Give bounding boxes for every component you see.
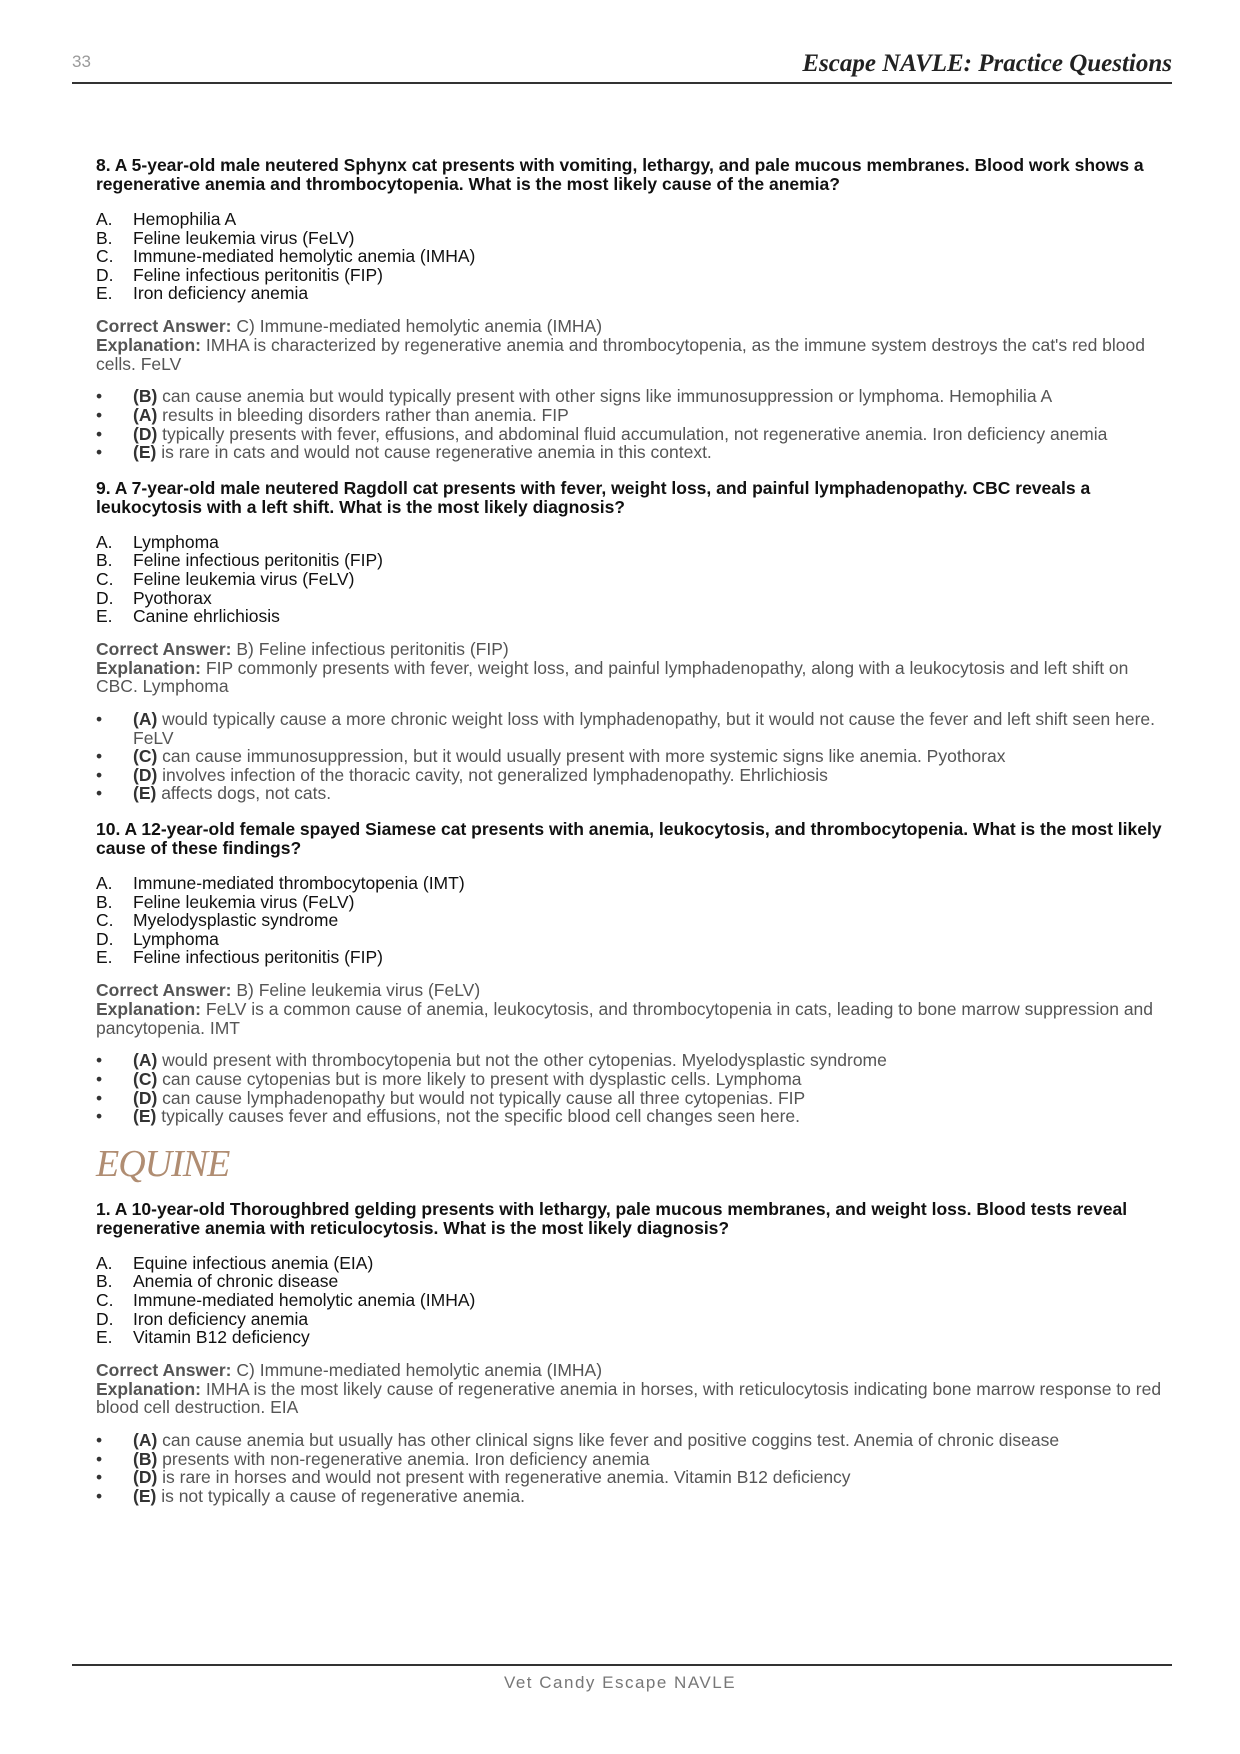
correct-answer-text: B) Feline infectious peritonitis (FIP) bbox=[236, 638, 509, 659]
rationale-item bbox=[96, 1468, 1164, 1487]
rationale-item bbox=[96, 784, 1164, 803]
option-item bbox=[96, 1291, 1164, 1310]
running-title: Escape NAVLE: Practice Questions bbox=[802, 50, 1172, 77]
explanation-text: IMHA is characterized by regenerative anemia and thrombocytopenia, as the immune system destroys the cat's red blood cells. FeLV bbox=[96, 334, 1145, 374]
option-letter: C. bbox=[96, 910, 114, 931]
option-item bbox=[96, 551, 1164, 570]
rationale-list bbox=[96, 387, 1164, 461]
rationale-item bbox=[96, 443, 1164, 462]
rationale-item bbox=[96, 1107, 1164, 1126]
option-item bbox=[96, 1328, 1164, 1347]
rationale-item bbox=[96, 766, 1164, 785]
option-item bbox=[96, 911, 1164, 930]
question-text: 10. A 12-year-old female spayed Siamese cat presents with anemia, leukocytosis, and thrombocytopenia. What is the most likely cause of these findings? bbox=[96, 819, 1162, 859]
option-text: Lymphoma bbox=[133, 928, 219, 949]
correct-answer bbox=[96, 1361, 1164, 1380]
explanation-text: FIP commonly presents with fever, weight loss, and painful lymphadenopathy, along with a leukocytosis and left shift on CBC. Lymphoma bbox=[96, 657, 1129, 697]
option-item bbox=[96, 589, 1164, 608]
option-item bbox=[96, 266, 1164, 285]
answer-block bbox=[96, 317, 1164, 373]
options-list bbox=[96, 1254, 1164, 1347]
rationale-ref: (E) bbox=[133, 783, 157, 804]
option-item bbox=[96, 229, 1164, 248]
correct-answer-label: Correct Answer: bbox=[96, 638, 232, 659]
option-text: Feline leukemia virus (FeLV) bbox=[133, 227, 355, 248]
correct-answer-label: Correct Answer: bbox=[96, 980, 232, 1001]
correct-answer-text: C) Immune-mediated hemolytic anemia (IMHA) bbox=[236, 1359, 603, 1380]
rationale-item bbox=[96, 1487, 1164, 1506]
correct-answer-text: B) Feline leukemia virus (FeLV) bbox=[236, 980, 481, 1001]
rationale-ref: (A) bbox=[133, 709, 158, 730]
option-letter: C. bbox=[96, 246, 114, 267]
correct-answer-text: C) Immune-mediated hemolytic anemia (IMHA) bbox=[236, 315, 603, 336]
option-item bbox=[96, 1254, 1164, 1273]
question-block bbox=[96, 479, 1164, 803]
rationale-text: presents with non-regenerative anemia. Iron deficiency anemia bbox=[162, 1448, 650, 1469]
explanation-label: Explanation: bbox=[96, 657, 202, 678]
explanation bbox=[96, 1380, 1164, 1418]
rationale-text: can cause immunosuppression, but it would usually present with more systemic signs like anemia. Pyothorax bbox=[162, 746, 1006, 767]
rationale-text: results in bleeding disorders rather than anemia. FIP bbox=[162, 404, 569, 425]
rationale-text: would present with thrombocytopenia but not the other cytopenias. Myelodysplastic syndrome bbox=[162, 1050, 887, 1071]
option-item bbox=[96, 1272, 1164, 1291]
option-letter: D. bbox=[96, 1308, 114, 1329]
option-letter: B. bbox=[96, 550, 113, 571]
page-number: 33 bbox=[72, 52, 91, 71]
correct-answer-label: Correct Answer: bbox=[96, 315, 232, 336]
rationale-list bbox=[96, 1051, 1164, 1125]
explanation-text: FeLV is a common cause of anemia, leukocytosis, and thrombocytopenia in cats, leading to bone marrow suppression and pancytopenia. IMT bbox=[96, 998, 1154, 1038]
rationale-item bbox=[96, 406, 1164, 425]
option-item bbox=[96, 533, 1164, 552]
option-text: Canine ehrlichiosis bbox=[133, 606, 280, 627]
rationale-text: is rare in cats and would not cause regenerative anemia in this context. bbox=[161, 442, 712, 463]
rationale-item bbox=[96, 1051, 1164, 1070]
option-letter: E. bbox=[96, 1327, 113, 1348]
correct-answer bbox=[96, 981, 1164, 1000]
rationale-list bbox=[96, 1431, 1164, 1505]
rationale-ref: (B) bbox=[133, 1448, 158, 1469]
footer-text: Vet Candy Escape NAVLE bbox=[503, 1673, 737, 1692]
answer-block bbox=[96, 981, 1164, 1037]
explanation-label: Explanation: bbox=[96, 998, 202, 1019]
option-text: Equine infectious anemia (EIA) bbox=[133, 1252, 374, 1273]
options-list bbox=[96, 874, 1164, 967]
rationale-item bbox=[96, 710, 1164, 747]
rationale-text: typically causes fever and effusions, not the specific blood cell changes seen here. bbox=[161, 1106, 801, 1127]
answer-block bbox=[96, 640, 1164, 696]
option-text: Immune-mediated thrombocytopenia (IMT) bbox=[133, 873, 465, 894]
section-heading: EQUINE bbox=[96, 1142, 230, 1185]
rationale-text: can cause cytopenias but is more likely to present with dysplastic cells. Lymphoma bbox=[162, 1069, 802, 1090]
option-text: Immune-mediated hemolytic anemia (IMHA) bbox=[133, 246, 476, 267]
option-letter: A. bbox=[96, 531, 113, 552]
option-letter: C. bbox=[96, 1289, 114, 1310]
question-block bbox=[96, 1200, 1164, 1506]
rationale-text: typically presents with fever, effusions, and abdominal fluid accumulation, not regenerative anemia. Iron deficiency anemia bbox=[162, 423, 1108, 444]
option-letter: B. bbox=[96, 227, 113, 248]
rationale-item bbox=[96, 747, 1164, 766]
rationale-ref: (C) bbox=[133, 746, 158, 767]
rationale-list bbox=[96, 710, 1164, 803]
rationale-ref: (D) bbox=[133, 423, 158, 444]
rationale-item bbox=[96, 425, 1164, 444]
rationale-item bbox=[96, 1431, 1164, 1450]
answer-block bbox=[96, 1361, 1164, 1417]
rationale-text: is rare in horses and would not present with regenerative anemia. Vitamin B12 deficiency bbox=[162, 1467, 851, 1488]
option-letter: B. bbox=[96, 1271, 113, 1292]
question-text: 8. A 5-year-old male neutered Sphynx cat presents with vomiting, lethargy, and pale mucous membranes. Blood work shows a regenerative anemia and thrombocytopenia. What is the most likely cause of the anemia? bbox=[96, 155, 1144, 194]
correct-answer bbox=[96, 640, 1164, 659]
explanation bbox=[96, 1000, 1164, 1038]
option-item bbox=[96, 247, 1164, 266]
rationale-ref: (E) bbox=[133, 1485, 157, 1506]
option-item bbox=[96, 893, 1164, 912]
correct-answer bbox=[96, 317, 1164, 336]
correct-answer-label: Correct Answer: bbox=[96, 1359, 232, 1380]
option-letter: D. bbox=[96, 928, 114, 949]
option-letter: C. bbox=[96, 568, 114, 589]
option-letter: D. bbox=[96, 587, 114, 608]
question-text: 1. A 10-year-old Thoroughbred gelding presents with lethargy, pale mucous membranes, and weight loss. Blood tests reveal regenerative anemia with reticulocytosis. What is the most likely diagnosis? bbox=[96, 1198, 1128, 1238]
option-letter: E. bbox=[96, 947, 113, 968]
rationale-item bbox=[96, 1450, 1164, 1469]
rationale-text: affects dogs, not cats. bbox=[161, 783, 332, 804]
rationale-ref: (D) bbox=[133, 764, 158, 785]
footer-divider bbox=[72, 1664, 1172, 1666]
option-item bbox=[96, 284, 1164, 303]
option-text: Lymphoma bbox=[133, 531, 219, 552]
question-content bbox=[96, 156, 1164, 1523]
option-text: Iron deficiency anemia bbox=[133, 1308, 309, 1329]
option-text: Hemophilia A bbox=[133, 209, 237, 229]
option-letter: A. bbox=[96, 1252, 113, 1273]
options-list bbox=[96, 533, 1164, 626]
option-text: Feline leukemia virus (FeLV) bbox=[133, 891, 355, 912]
option-letter: A. bbox=[96, 209, 113, 229]
option-text: Anemia of chronic disease bbox=[133, 1271, 339, 1292]
option-text: Feline infectious peritonitis (FIP) bbox=[133, 264, 383, 285]
explanation bbox=[96, 659, 1164, 697]
rationale-item bbox=[96, 387, 1164, 406]
option-item bbox=[96, 1310, 1164, 1329]
option-letter: D. bbox=[96, 264, 114, 285]
explanation-label: Explanation: bbox=[96, 1378, 202, 1399]
option-text: Vitamin B12 deficiency bbox=[133, 1327, 310, 1348]
option-item bbox=[96, 607, 1164, 626]
option-text: Immune-mediated hemolytic anemia (IMHA) bbox=[133, 1289, 476, 1310]
rationale-item bbox=[96, 1089, 1164, 1108]
header-divider bbox=[72, 82, 1172, 84]
option-text: Feline leukemia virus (FeLV) bbox=[133, 568, 355, 589]
option-item bbox=[96, 874, 1164, 893]
option-item bbox=[96, 210, 1164, 229]
rationale-ref: (A) bbox=[133, 404, 158, 425]
question-block bbox=[96, 820, 1164, 1126]
option-item bbox=[96, 570, 1164, 589]
option-letter: E. bbox=[96, 606, 113, 627]
rationale-ref: (E) bbox=[133, 1106, 157, 1127]
rationale-ref: (A) bbox=[133, 1050, 158, 1071]
question-block bbox=[96, 156, 1164, 462]
option-item bbox=[96, 930, 1164, 949]
option-letter: B. bbox=[96, 891, 113, 912]
rationale-ref: (B) bbox=[133, 386, 158, 407]
option-item bbox=[96, 948, 1164, 967]
question-text: 9. A 7-year-old male neutered Ragdoll cat presents with fever, weight loss, and painful lymphadenopathy. CBC reveals a leukocytosis with a left shift. What is the most likely diagnosis? bbox=[96, 477, 1091, 517]
option-letter: E. bbox=[96, 283, 113, 304]
rationale-item bbox=[96, 1070, 1164, 1089]
option-text: Pyothorax bbox=[133, 587, 212, 608]
rationale-text: can cause anemia but usually has other clinical signs like fever and positive coggins test. Anemia of chronic disease bbox=[162, 1430, 1060, 1451]
rationale-text: is not typically a cause of regenerative anemia. bbox=[161, 1485, 526, 1506]
option-text: Feline infectious peritonitis (FIP) bbox=[133, 947, 383, 968]
rationale-ref: (C) bbox=[133, 1069, 158, 1090]
option-text: Iron deficiency anemia bbox=[133, 283, 309, 304]
option-letter: A. bbox=[96, 873, 113, 894]
options-list bbox=[96, 210, 1164, 303]
rationale-text: can cause anemia but would typically present with other signs like immunosuppression or lymphoma. Hemophilia A bbox=[162, 386, 1053, 407]
option-text: Myelodysplastic syndrome bbox=[133, 910, 339, 931]
explanation-label: Explanation: bbox=[96, 334, 202, 355]
rationale-ref: (D) bbox=[133, 1467, 158, 1488]
option-text: Feline infectious peritonitis (FIP) bbox=[133, 550, 383, 571]
explanation bbox=[96, 336, 1164, 374]
rationale-text: involves infection of the thoracic cavity, not generalized lymphadenopathy. Ehrlichiosis bbox=[162, 764, 828, 785]
rationale-ref: (E) bbox=[133, 442, 157, 463]
rationale-text: can cause lymphadenopathy but would not typically cause all three cytopenias. FIP bbox=[162, 1087, 806, 1108]
explanation-text: IMHA is the most likely cause of regenerative anemia in horses, with reticulocytosis indicating bone marrow response to red blood cell destruction. EIA bbox=[96, 1378, 1162, 1418]
rationale-text: would typically cause a more chronic weight loss with lymphadenopathy, but it would not cause the fever and left shift seen here. FeLV bbox=[133, 709, 1156, 748]
rationale-ref: (A) bbox=[133, 1430, 158, 1451]
rationale-ref: (D) bbox=[133, 1087, 158, 1108]
